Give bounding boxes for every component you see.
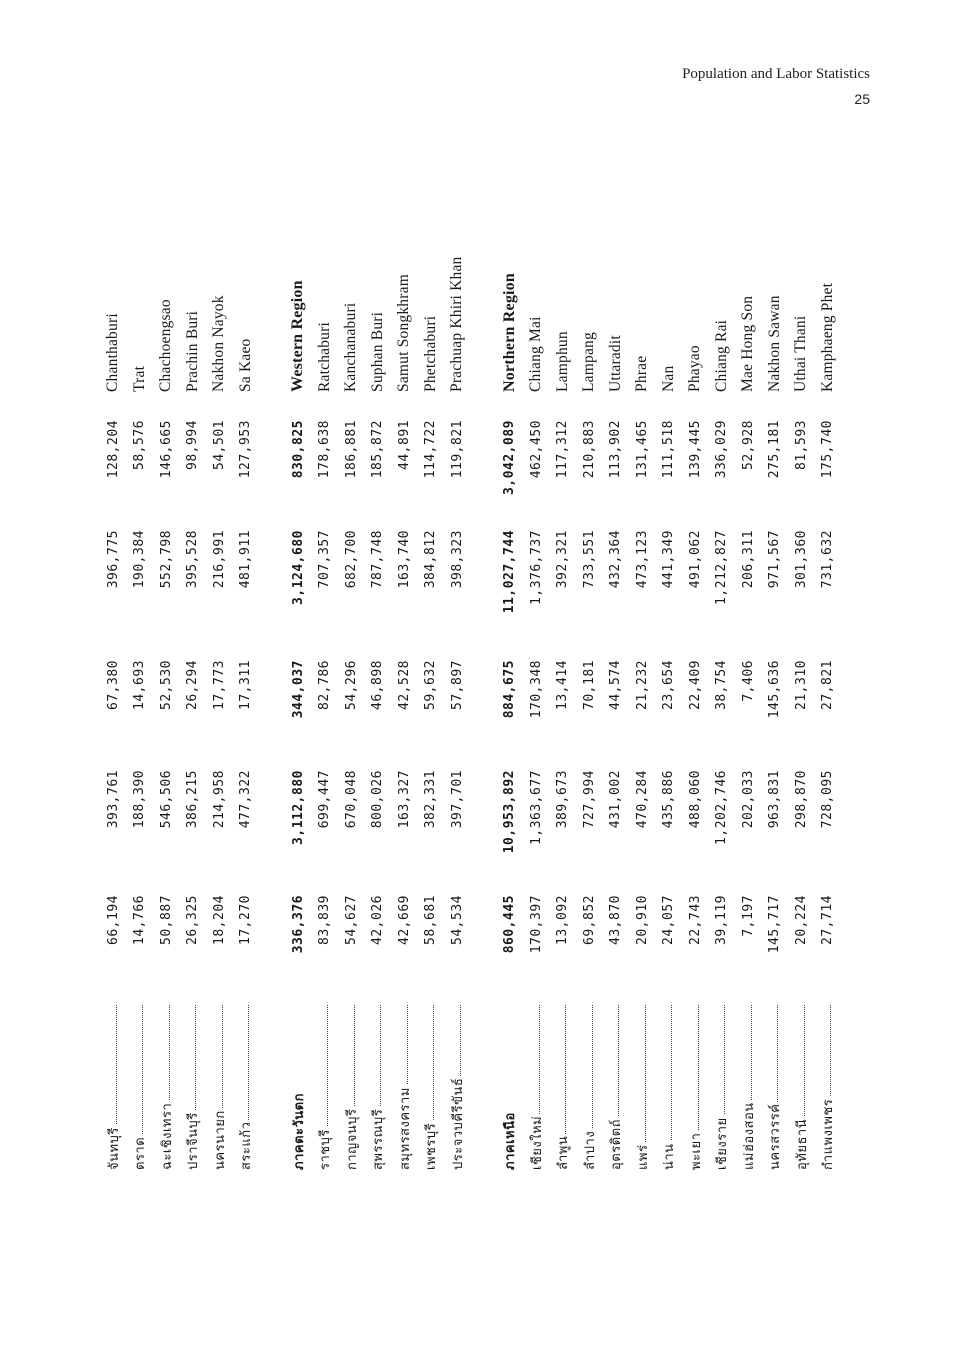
value-cell-col2: 435,886 — [661, 770, 677, 829]
thai-name-cell — [129, 1005, 150, 1170]
english-name-cell: Prachin Buri — [183, 310, 201, 392]
value-cell-col3: 27,821 — [820, 660, 836, 710]
value-cell-col4: 707,357 — [317, 530, 333, 589]
table-row — [550, 210, 577, 1170]
value-cell-col4: 206,311 — [740, 530, 756, 589]
value-cell-col2: 202,033 — [740, 770, 756, 829]
value-cell-col1: 54,534 — [449, 895, 465, 945]
value-cell-col5: 336,029 — [714, 420, 730, 479]
value-cell-col5: 111,518 — [661, 420, 677, 479]
value-cell-col1: 860,445 — [502, 895, 518, 954]
thai-name: ประจวบคีรีขันธ์ — [450, 1077, 466, 1170]
value-cell-col4: 432,364 — [608, 530, 624, 589]
value-cell-col1: 42,669 — [396, 895, 412, 945]
value-cell-col2: 488,060 — [687, 770, 703, 829]
value-cell-col5: 139,445 — [687, 420, 703, 479]
thai-name-cell — [711, 1005, 732, 1170]
thai-name: อุทัยธานี — [794, 1118, 810, 1170]
value-cell-col2: 397,701 — [449, 770, 465, 829]
value-cell-col5: 830,825 — [290, 420, 306, 479]
value-cell-col5: 117,312 — [555, 420, 571, 479]
value-cell-col5: 3,042,089 — [502, 420, 518, 495]
english-name-cell: Chiang Mai — [527, 316, 545, 392]
table-row — [709, 210, 736, 1170]
english-name-cell: Suphan Buri — [368, 311, 386, 392]
value-cell-col2: 800,026 — [370, 770, 386, 829]
value-cell-col2: 470,284 — [634, 770, 650, 829]
value-cell-col5: 175,740 — [820, 420, 836, 479]
table-row — [444, 210, 471, 1170]
value-cell-col1: 39,119 — [714, 895, 730, 945]
value-cell-col4: 384,812 — [423, 530, 439, 589]
value-cell-col5: 127,953 — [238, 420, 254, 479]
thai-name-cell — [605, 1005, 626, 1170]
value-cell-col4: 392,321 — [555, 530, 571, 589]
value-cell-col3: 170,348 — [528, 660, 544, 719]
value-cell-col4: 3,124,680 — [290, 530, 306, 605]
value-cell-col4: 733,551 — [581, 530, 597, 589]
value-cell-col3: 67,380 — [105, 660, 121, 710]
table-row — [762, 210, 789, 1170]
table-row — [180, 210, 207, 1170]
thai-name: กาญจนบุรี — [344, 1108, 360, 1170]
value-cell-col5: 146,665 — [158, 420, 174, 479]
value-cell-col3: 14,693 — [132, 660, 148, 710]
english-name-cell: Sa Kaeo — [236, 338, 254, 392]
value-cell-col3: 21,232 — [634, 660, 650, 710]
thai-name: เชียงใหม่ — [529, 1115, 545, 1170]
value-cell-col2: 727,994 — [581, 770, 597, 829]
value-cell-col2: 163,327 — [396, 770, 412, 829]
thai-name: จันทบุรี — [106, 1127, 122, 1170]
table-row — [656, 210, 683, 1170]
table-row — [576, 210, 603, 1170]
english-name-cell: Prachuap Khiri Khan — [448, 256, 466, 392]
thai-name: สุพรรณบุรี — [371, 1108, 387, 1170]
english-name-cell: Chiang Rai — [712, 319, 730, 392]
english-name-cell: Nan — [659, 365, 677, 392]
value-cell-col2: 298,870 — [793, 770, 809, 829]
value-cell-col5: 81,593 — [793, 420, 809, 470]
thai-name: สมุทรสงคราม — [397, 1087, 413, 1170]
english-name-cell: Kamphaeng Phet — [818, 282, 836, 392]
value-cell-col2: 393,761 — [105, 770, 121, 829]
value-cell-col4: 11,027,744 — [502, 530, 518, 614]
value-cell-col4: 787,748 — [370, 530, 386, 589]
value-cell-col5: 113,902 — [608, 420, 624, 479]
value-cell-col2: 1,363,677 — [528, 770, 544, 845]
value-cell-col1: 54,627 — [343, 895, 359, 945]
table-row — [523, 210, 550, 1170]
value-cell-col5: 186,881 — [343, 420, 359, 479]
table-row — [127, 210, 154, 1170]
value-cell-col5: 131,465 — [634, 420, 650, 479]
value-cell-col3: 52,530 — [158, 660, 174, 710]
value-cell-col2: 382,331 — [423, 770, 439, 829]
value-cell-col1: 18,204 — [211, 895, 227, 945]
english-name-cell: Mae Hong Son — [739, 295, 757, 392]
value-cell-col1: 24,057 — [661, 895, 677, 945]
table-row — [682, 210, 709, 1170]
thai-name-cell — [341, 1005, 362, 1170]
value-cell-col4: 441,349 — [661, 530, 677, 589]
thai-name: ฉะเชิงเทรา — [159, 1102, 175, 1170]
value-cell-col5: 44,891 — [396, 420, 412, 470]
english-name-cell: Uthai Thani — [792, 315, 810, 392]
value-cell-col1: 83,839 — [317, 895, 333, 945]
thai-name-cell — [738, 1005, 759, 1170]
table-row — [391, 210, 418, 1170]
region-total-row — [497, 210, 524, 1170]
thai-name-cell — [103, 1005, 124, 1170]
value-cell-col2: 477,322 — [238, 770, 254, 829]
thai-name: แม่ฮ่องสอน — [741, 1102, 757, 1170]
value-cell-col2: 670,048 — [343, 770, 359, 829]
table-row — [206, 210, 233, 1170]
thai-name-cell — [367, 1005, 388, 1170]
thai-name-cell — [314, 1005, 335, 1170]
english-name-cell: Phrae — [633, 355, 651, 392]
value-cell-col3: 17,311 — [238, 660, 254, 710]
table-row — [100, 210, 127, 1170]
thai-name: สระแก้ว — [239, 1121, 255, 1170]
value-cell-col5: 52,928 — [740, 420, 756, 470]
thai-name: แพร่ — [635, 1144, 651, 1170]
value-cell-col2: 699,447 — [317, 770, 333, 829]
thai-name: ภาคตะวันตก — [291, 1093, 307, 1170]
table-row — [153, 210, 180, 1170]
value-cell-col5: 210,883 — [581, 420, 597, 479]
english-name-cell: Western Region — [289, 280, 307, 392]
page-number: 25 — [854, 91, 870, 107]
english-name-cell: Nakhon Sawan — [765, 295, 783, 392]
value-cell-col5: 185,872 — [370, 420, 386, 479]
value-cell-col2: 3,112,880 — [290, 770, 306, 845]
english-name-cell: Nakhon Nayok — [210, 295, 228, 392]
value-cell-col1: 66,194 — [105, 895, 121, 945]
thai-name: ปราจีนบุรี — [186, 1112, 202, 1170]
thai-name: ราชบุรี — [318, 1129, 334, 1170]
thai-name: เพชรบุรี — [424, 1122, 440, 1170]
value-cell-col1: 42,026 — [370, 895, 386, 945]
english-name-cell: Phetchaburi — [421, 315, 439, 392]
thai-name: อุตรดิตถ์ — [609, 1119, 625, 1170]
value-cell-col1: 170,397 — [528, 895, 544, 954]
value-cell-col4: 1,376,737 — [528, 530, 544, 605]
table-section — [100, 210, 259, 1170]
value-cell-col4: 395,528 — [185, 530, 201, 589]
value-cell-col2: 728,095 — [820, 770, 836, 829]
english-name-cell: Phayao — [686, 345, 704, 392]
thai-name-cell — [658, 1005, 679, 1170]
value-cell-col4: 216,991 — [211, 530, 227, 589]
value-cell-col3: 57,897 — [449, 660, 465, 710]
region-total-row — [285, 210, 312, 1170]
value-cell-col5: 54,501 — [211, 420, 227, 470]
english-name-cell: Lampang — [580, 332, 598, 392]
value-cell-col5: 119,821 — [449, 420, 465, 479]
value-cell-col1: 7,197 — [740, 895, 756, 937]
english-name-cell: Kanchanaburi — [342, 302, 360, 392]
thai-name-cell — [156, 1005, 177, 1170]
value-cell-col4: 1,212,827 — [714, 530, 730, 605]
value-cell-col4: 491,062 — [687, 530, 703, 589]
thai-name-cell — [526, 1005, 547, 1170]
thai-name-cell — [182, 1005, 203, 1170]
thai-name-cell — [632, 1005, 653, 1170]
thai-name: เชียงราย — [715, 1117, 731, 1170]
table-section — [497, 210, 842, 1170]
thai-name: น่าน — [662, 1143, 678, 1170]
thai-name-cell — [499, 1005, 520, 1170]
value-cell-col3: 23,654 — [661, 660, 677, 710]
value-cell-col3: 21,310 — [793, 660, 809, 710]
value-cell-col4: 682,700 — [343, 530, 359, 589]
thai-name-cell — [447, 1005, 468, 1170]
thai-name-cell — [685, 1005, 706, 1170]
english-name-cell: Northern Region — [500, 273, 518, 392]
english-name-cell: Trat — [130, 365, 148, 392]
value-cell-col1: 20,224 — [793, 895, 809, 945]
value-cell-col3: 44,574 — [608, 660, 624, 710]
value-cell-col4: 163,740 — [396, 530, 412, 589]
value-cell-col2: 10,953,892 — [502, 770, 518, 854]
table-row — [418, 210, 445, 1170]
value-cell-col3: 22,409 — [687, 660, 703, 710]
english-name-cell: Ratchaburi — [315, 321, 333, 392]
value-cell-col5: 114,722 — [423, 420, 439, 479]
value-cell-col5: 58,576 — [132, 420, 148, 470]
thai-name-cell — [791, 1005, 812, 1170]
value-cell-col1: 17,270 — [238, 895, 254, 945]
value-cell-col2: 1,202,746 — [714, 770, 730, 845]
value-cell-col1: 13,092 — [555, 895, 571, 945]
header-subject: Population and Labor Statistics — [682, 66, 870, 82]
table-row — [788, 210, 815, 1170]
thai-name-cell — [579, 1005, 600, 1170]
table-row — [735, 210, 762, 1170]
value-cell-col1: 22,743 — [687, 895, 703, 945]
value-cell-col1: 26,325 — [185, 895, 201, 945]
value-cell-col1: 14,766 — [132, 895, 148, 945]
value-cell-col1: 336,376 — [290, 895, 306, 954]
english-name-cell: Chanthaburi — [104, 313, 122, 392]
value-cell-col5: 178,638 — [317, 420, 333, 479]
value-cell-col1: 20,910 — [634, 895, 650, 945]
value-cell-col5: 98,994 — [185, 420, 201, 470]
value-cell-col4: 481,911 — [238, 530, 254, 589]
table-row — [815, 210, 842, 1170]
thai-name-cell — [288, 1005, 309, 1170]
statistics-table — [100, 210, 840, 1170]
table-section — [285, 210, 471, 1170]
value-cell-col3: 46,898 — [370, 660, 386, 710]
english-name-cell: Chachoengsao — [157, 299, 175, 392]
value-cell-col2: 546,506 — [158, 770, 174, 829]
value-cell-col4: 398,323 — [449, 530, 465, 589]
value-cell-col1: 43,870 — [608, 895, 624, 945]
value-cell-col4: 552,798 — [158, 530, 174, 589]
english-name-cell: Uttaradit — [606, 335, 624, 392]
value-cell-col4: 301,360 — [793, 530, 809, 589]
table-row — [603, 210, 630, 1170]
thai-name: ลำปาง — [582, 1130, 598, 1170]
table-row — [338, 210, 365, 1170]
value-cell-col1: 58,681 — [423, 895, 439, 945]
value-cell-col3: 70,181 — [581, 660, 597, 710]
value-cell-col2: 389,673 — [555, 770, 571, 829]
value-cell-col3: 145,636 — [767, 660, 783, 719]
table-row — [312, 210, 339, 1170]
thai-name-cell — [764, 1005, 785, 1170]
thai-name: ลำพูน — [556, 1135, 572, 1170]
english-name-cell: Samut Songkhram — [395, 274, 413, 392]
value-cell-col2: 431,002 — [608, 770, 624, 829]
table-row — [365, 210, 392, 1170]
value-cell-col4: 473,123 — [634, 530, 650, 589]
value-cell-col1: 27,714 — [820, 895, 836, 945]
thai-name-cell — [817, 1005, 838, 1170]
value-cell-col5: 462,450 — [528, 420, 544, 479]
thai-name-cell — [394, 1005, 415, 1170]
value-cell-col3: 884,675 — [502, 660, 518, 719]
thai-name: ตราด — [133, 1136, 149, 1170]
value-cell-col2: 188,390 — [132, 770, 148, 829]
thai-name: นครนายก — [212, 1110, 228, 1170]
thai-name: พะเยา — [688, 1132, 704, 1170]
value-cell-col4: 731,632 — [820, 530, 836, 589]
page-header — [682, 66, 870, 107]
thai-name-cell — [552, 1005, 573, 1170]
value-cell-col5: 128,204 — [105, 420, 121, 479]
value-cell-col3: 17,773 — [211, 660, 227, 710]
value-cell-col4: 396,775 — [105, 530, 121, 589]
value-cell-col1: 69,852 — [581, 895, 597, 945]
value-cell-col4: 971,567 — [767, 530, 783, 589]
value-cell-col3: 42,528 — [396, 660, 412, 710]
thai-name: กำแพงเพชร — [821, 1098, 837, 1170]
value-cell-col3: 26,294 — [185, 660, 201, 710]
thai-name: ภาคเหนือ — [503, 1112, 519, 1170]
thai-name: นครสวรรค์ — [768, 1103, 784, 1170]
value-cell-col2: 214,958 — [211, 770, 227, 829]
value-cell-col3: 344,037 — [290, 660, 306, 719]
table-row — [233, 210, 260, 1170]
english-name-cell: Lamphun — [553, 331, 571, 392]
value-cell-col3: 38,754 — [714, 660, 730, 710]
value-cell-col2: 963,831 — [767, 770, 783, 829]
value-cell-col1: 145,717 — [767, 895, 783, 954]
thai-name-cell — [420, 1005, 441, 1170]
table-row — [629, 210, 656, 1170]
value-cell-col3: 54,296 — [343, 660, 359, 710]
value-cell-col2: 386,215 — [185, 770, 201, 829]
thai-name-cell — [209, 1005, 230, 1170]
value-cell-col3: 13,414 — [555, 660, 571, 710]
value-cell-col5: 275,181 — [767, 420, 783, 479]
thai-name-cell — [235, 1005, 256, 1170]
value-cell-col4: 190,384 — [132, 530, 148, 589]
value-cell-col3: 7,406 — [740, 660, 756, 702]
value-cell-col3: 59,632 — [423, 660, 439, 710]
value-cell-col1: 50,887 — [158, 895, 174, 945]
value-cell-col3: 82,786 — [317, 660, 333, 710]
